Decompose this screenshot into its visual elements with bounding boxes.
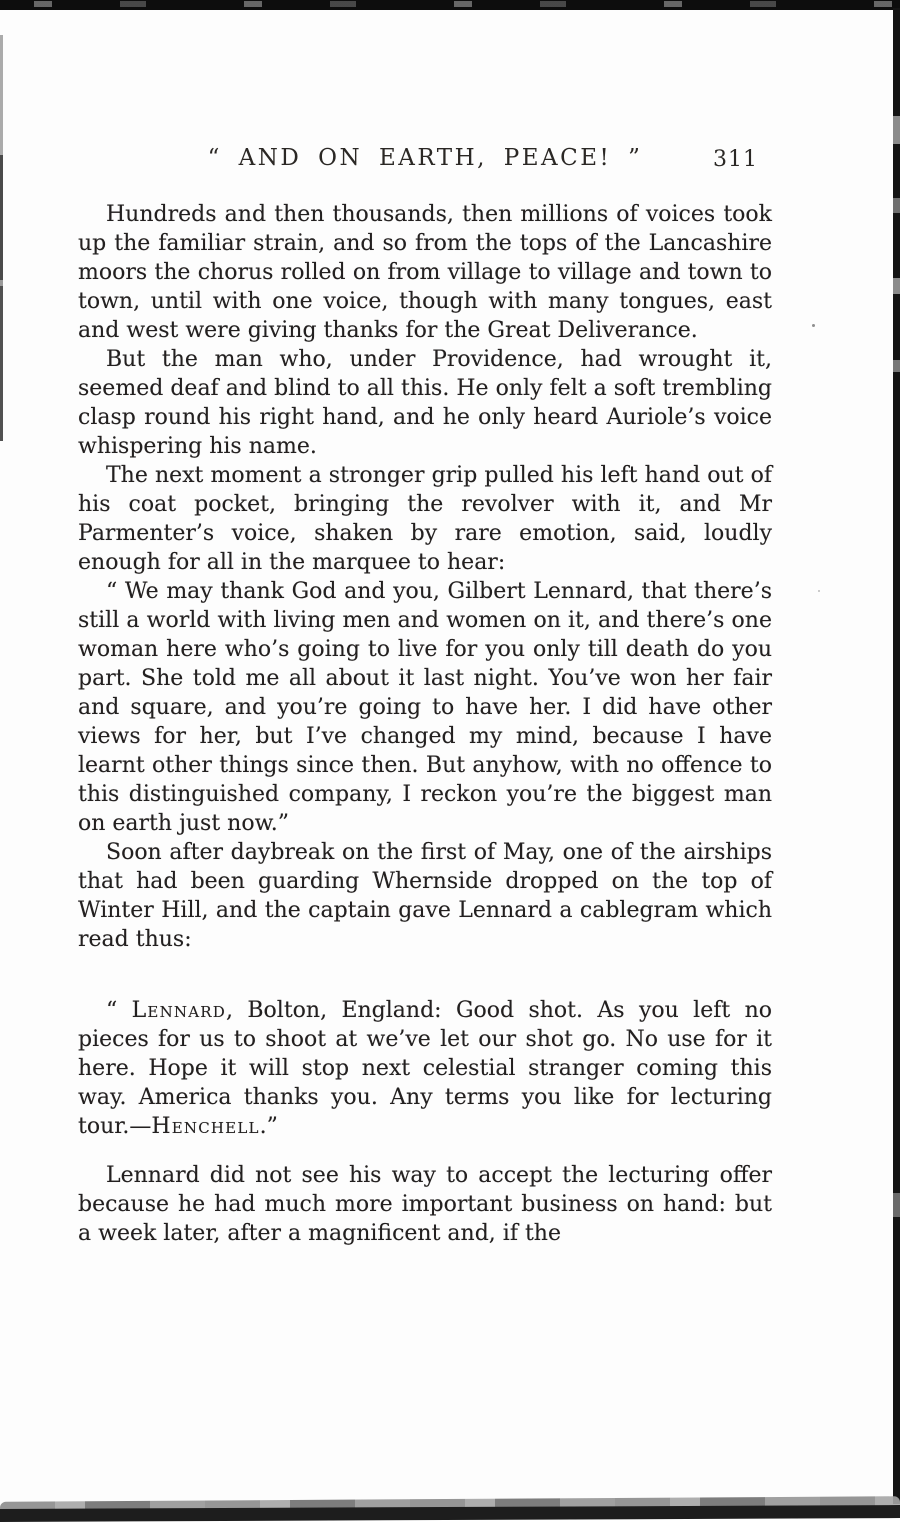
scan-edge-segment [0,155,3,280]
scan-edge-segment [893,116,900,144]
scan-speck [812,324,815,327]
body-paragraph: “ We may thank God and you, Gilbert Lennard, that there’s still a world with living men and women on it, and there’s one woman here who’s going to live for you only till death do you part. She told me all about it last night. You’ve won her fair and square, and you’re going to have her. I did have other views for her, but I’ve changed my mind, because I have learnt other things since then. But anyhow, with no offence to this distinguished company, I reckon you’re the biggest man on earth just now.” [78,579,772,836]
telegram-sender: Lennard [131,998,226,1023]
telegram-signature: Henchell [151,1114,260,1139]
telegram-open-quote: “ [106,998,132,1023]
scan-edge-segment [893,360,900,372]
body-paragraph: But the man who, under Providence, had wrought it, seemed deaf and blind to all this. He only felt a soft trembling clasp round his right hand, and he only heard Auriole’s voice whispering his name. [78,347,772,459]
telegram-close-quote: .” [259,1114,278,1139]
scan-edge-segment [893,278,900,294]
body-paragraph: Lennard did not see his way to accept the lecturing offer because he had much more important business on hand: but a week later, after a magnificent and, if the [78,1163,772,1246]
scan-edge-bottom [0,1491,900,1517]
running-head [78,145,772,177]
scan-edge-segment [0,286,3,441]
telegram-body: , Bolton, England: Good shot. As you left no pieces for us to shoot at we’ve let our shot go. No use for it here. Hope it will stop next celestial stranger coming this way. America thanks you. Any terms you like for lecturing tour.— [78,998,772,1139]
scan-speck [818,590,820,592]
telegram-paragraph [78,996,772,1141]
page-content [78,0,772,1248]
chapter-title: “ AND ON EARTH, PEACE! ” [207,145,643,171]
body-text [78,200,772,1248]
scan-edge-right [893,8,900,1504]
scan-edge-segment [893,198,900,213]
scan-edge-band [0,1505,900,1522]
scan-edge-left [0,0,3,1517]
body-paragraph: Hundreds and then thousands, then millions of voices took up the familiar strain, and so from the tops of the Lancashire moors the chorus rolled on from village to village and town to town, until with one voice, though with many tongues, east and west were giving thanks for the Great Deliverance. [78,202,772,343]
scan-edge-segment [893,1193,900,1217]
body-paragraph: The next moment a stronger grip pulled his left hand out of his coat pocket, bringing the revolver with it, and Mr Parmenter’s voice, shaken by rare emotion, said, loudly enough for all in the marquee to hear: [78,463,772,575]
page-number: 311 [713,147,758,172]
body-paragraph: Soon after daybreak on the first of May, one of the airships that had been guarding Whernside dropped on the top of Winter Hill, and the captain gave Lennard a cablegram which read thus: [78,840,772,952]
scan-edge-segment [0,35,3,155]
